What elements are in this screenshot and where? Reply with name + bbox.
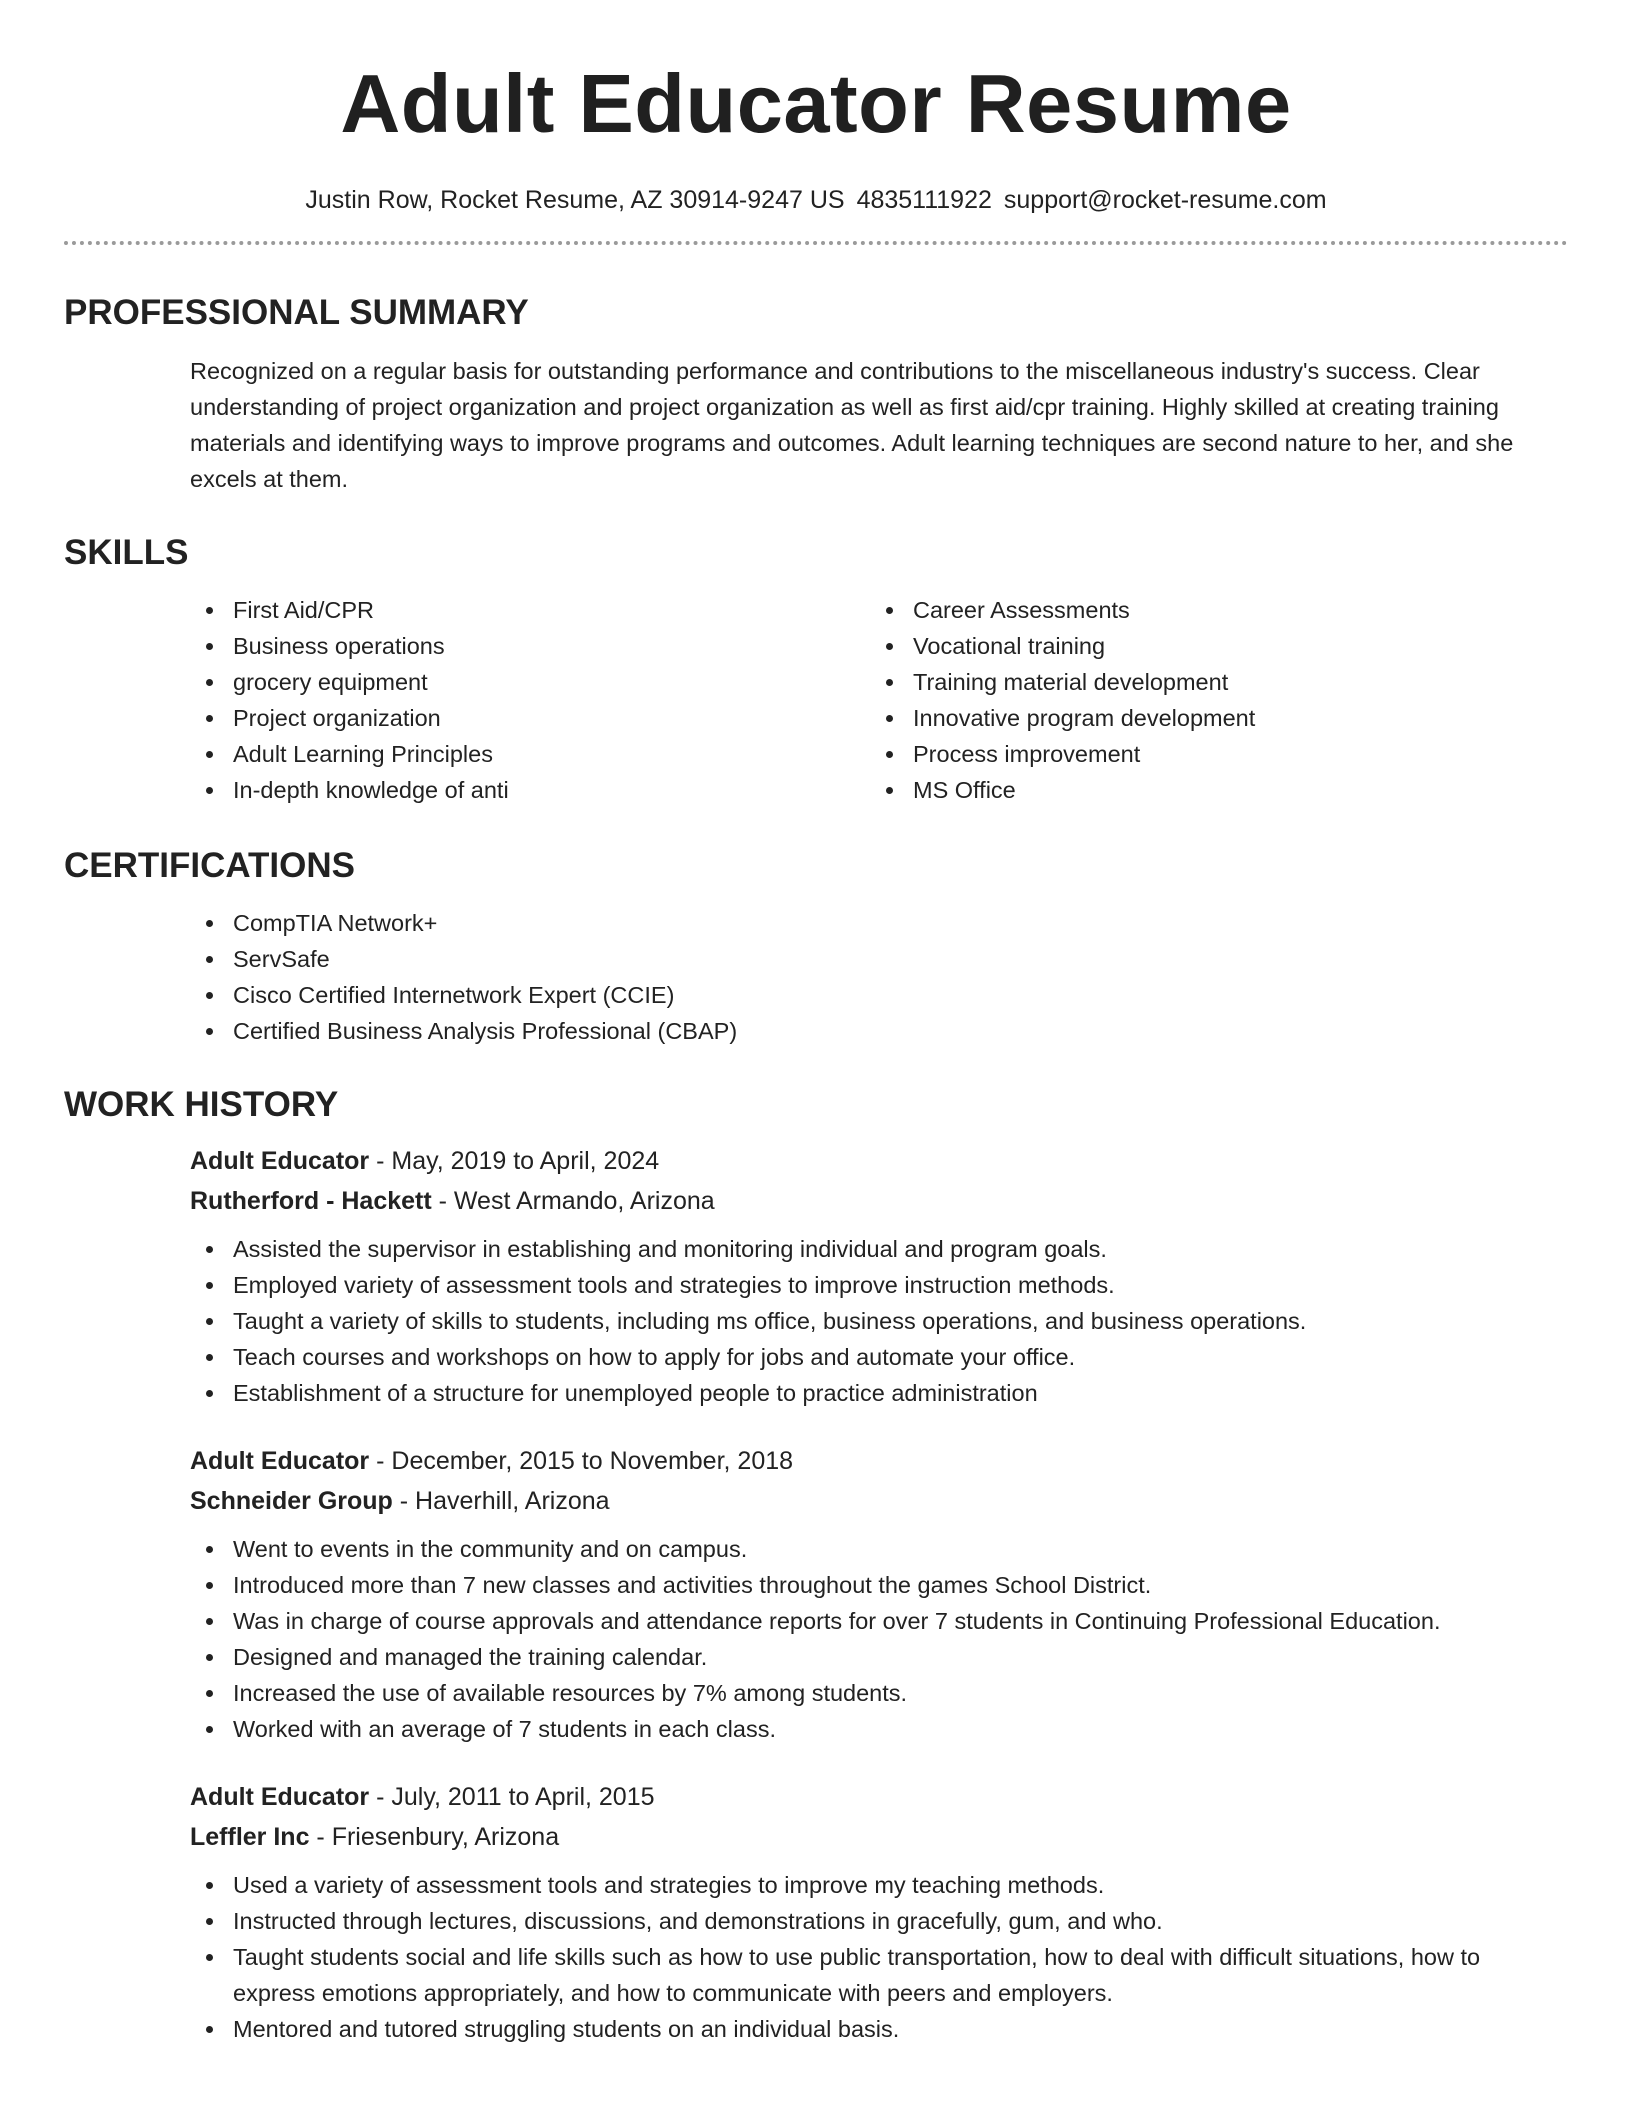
- skill-item: First Aid/CPR: [190, 592, 870, 628]
- resume-page: [64, 0, 1568, 2047]
- job-entry: [190, 1441, 1568, 1747]
- job-company: Leffler Inc: [190, 1823, 310, 1851]
- job-dates: - July, 2011 to April, 2015: [369, 1783, 655, 1811]
- contact-address: Justin Row, Rocket Resume, AZ 30914-9247 US: [305, 186, 845, 214]
- job-location: - Haverhill, Arizona: [392, 1487, 610, 1515]
- job-company-line: [190, 1181, 1568, 1221]
- certification-item: CompTIA Network+: [190, 905, 1568, 941]
- job-duty: Used a variety of assessment tools and strategies to improve my teaching methods.: [190, 1867, 1568, 1903]
- job-company-line: [190, 1481, 1568, 1521]
- certifications-list: [190, 905, 1568, 1049]
- job-duty: Designed and managed the training calendar.: [190, 1639, 1568, 1675]
- job-duty: Instructed through lectures, discussions, and demonstrations in gracefully, gum, and who.: [190, 1903, 1568, 1939]
- job-duties: [190, 1531, 1568, 1747]
- skill-item: Adult Learning Principles: [190, 736, 870, 772]
- job-duty: Went to events in the community and on campus.: [190, 1531, 1568, 1567]
- job-dates: - May, 2019 to April, 2024: [369, 1147, 660, 1175]
- job-title-line: [190, 1777, 1568, 1817]
- job-duty: Mentored and tutored struggling students on an individual basis.: [190, 2011, 1568, 2047]
- job-duty: Taught a variety of skills to students, including ms office, business operations, and business operations.: [190, 1303, 1568, 1339]
- skills-list: [190, 592, 1568, 808]
- job-title: Adult Educator: [190, 1447, 370, 1475]
- summary-text: Recognized on a regular basis for outstanding performance and contributions to the miscellaneous industry's success. Clear understanding of project organization and project organization as well as first aid/cpr training. Highly skilled at creating training materials and identifying ways to improve programs and outcomes. Adult learning techniques are second nature to her, and she excels at them.: [190, 358, 1514, 492]
- contact-phone: 4835111922: [856, 186, 992, 214]
- job-duty: Establishment of a structure for unemployed people to practice administration: [190, 1375, 1568, 1411]
- job-duty: Taught students social and life skills such as how to use public transportation, how to deal with difficult situations, how to express emotions appropriately, and how to communicate with peers and employers.: [190, 1939, 1568, 2011]
- header-divider: [64, 241, 1568, 245]
- job-entry: [190, 1141, 1568, 1411]
- job-company-line: [190, 1817, 1568, 1857]
- skill-item: Vocational training: [870, 628, 1550, 664]
- skill-item: Process improvement: [870, 736, 1550, 772]
- job-duties: [190, 1231, 1568, 1411]
- skills-heading: SKILLS: [64, 533, 189, 572]
- skills-column-right: [870, 592, 1550, 808]
- contact-line: [64, 186, 1568, 215]
- skill-item: Career Assessments: [870, 592, 1550, 628]
- job-entry: [190, 1777, 1568, 2047]
- job-dates: - December, 2015 to November, 2018: [369, 1447, 794, 1475]
- certification-item: Certified Business Analysis Professional (CBAP): [190, 1013, 1568, 1049]
- job-title: Adult Educator: [190, 1147, 370, 1175]
- certification-item: ServSafe: [190, 941, 1568, 977]
- skill-item: Project organization: [190, 700, 870, 736]
- job-duty: Increased the use of available resources by 7% among students.: [190, 1675, 1568, 1711]
- skill-item: Business operations: [190, 628, 870, 664]
- job-title: Adult Educator: [190, 1783, 370, 1811]
- job-duties: [190, 1867, 1568, 2047]
- job-duty: Was in charge of course approvals and attendance reports for over 7 students in Continuing Professional Education.: [190, 1603, 1568, 1639]
- resume-title: Adult Educator Resume: [340, 57, 1292, 150]
- skill-item: Innovative program development: [870, 700, 1550, 736]
- certification-item: Cisco Certified Internetwork Expert (CCIE): [190, 977, 1568, 1013]
- job-duty: Worked with an average of 7 students in each class.: [190, 1711, 1568, 1747]
- job-title-line: [190, 1441, 1568, 1481]
- certifications-heading: CERTIFICATIONS: [64, 846, 356, 885]
- job-title-line: [190, 1141, 1568, 1181]
- work-history-heading: WORK HISTORY: [64, 1085, 339, 1124]
- job-company: Schneider Group: [190, 1487, 393, 1515]
- skill-item: Training material development: [870, 664, 1550, 700]
- skills-column-left: [190, 592, 870, 808]
- job-duty: Employed variety of assessment tools and strategies to improve instruction methods.: [190, 1267, 1568, 1303]
- job-duty: Teach courses and workshops on how to apply for jobs and automate your office.: [190, 1339, 1568, 1375]
- skill-item: grocery equipment: [190, 664, 870, 700]
- skill-item: In-depth knowledge of anti: [190, 772, 870, 808]
- contact-email: support@rocket-resume.com: [1003, 186, 1327, 214]
- skill-item: MS Office: [870, 772, 1550, 808]
- job-location: - Friesenbury, Arizona: [309, 1823, 560, 1851]
- job-location: - West Armando, Arizona: [431, 1187, 715, 1215]
- summary-heading: PROFESSIONAL SUMMARY: [64, 293, 529, 332]
- job-duty: Introduced more than 7 new classes and activities throughout the games School District.: [190, 1567, 1568, 1603]
- job-company: Rutherford - Hackett: [190, 1187, 432, 1215]
- job-duty: Assisted the supervisor in establishing and monitoring individual and program goals.: [190, 1231, 1568, 1267]
